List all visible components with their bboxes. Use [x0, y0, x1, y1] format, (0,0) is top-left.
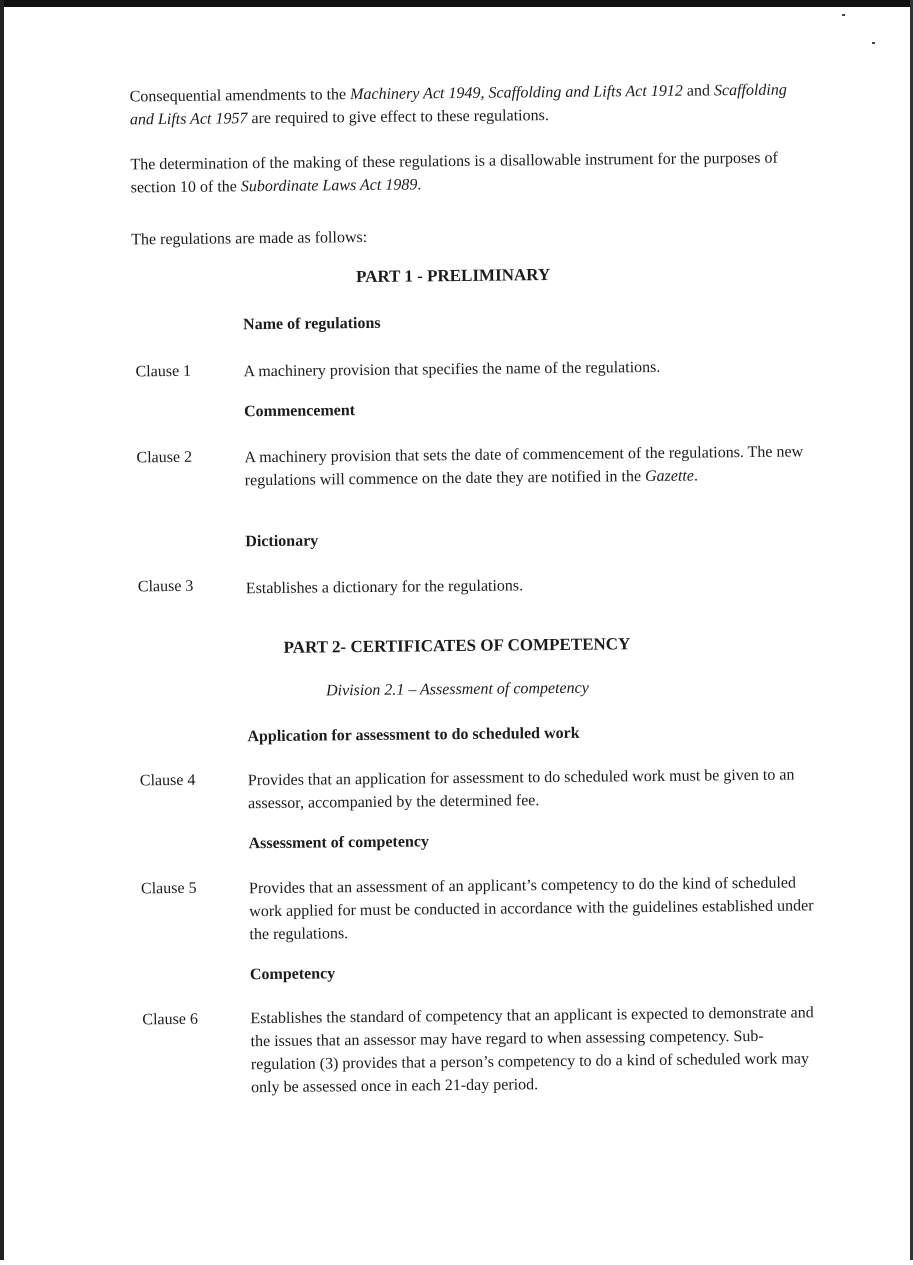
section-heading-name-of-regulations: Name of regulations: [243, 314, 381, 334]
clause-6-text: Establishes the standard of competency that an applicant is expected to demonstrate and the issues that an assessor may have regard to when assessing competency. Sub-regulation (3) provides that a person’s competency to do a kind of scheduled work may only be assessed once in each 21-day period.: [250, 1004, 814, 1097]
section-heading-commencement: Commencement: [243, 402, 356, 421]
clause-5-label: Clause 5: [140, 879, 197, 898]
section-heading-dictionary: Dictionary: [245, 532, 319, 551]
clause-3-label: Clause 3: [137, 577, 194, 596]
clause-3-text: Establishes a dictionary for the regulations.: [245, 577, 524, 598]
intro-paragraph-2: The determination of the making of these regulations is a disallowable instrument for the purposes of section 10 of the Subordinate Laws Act 1989.: [130, 149, 778, 197]
clause-5-text: Provides that an assessment of an applicant’s competency to do the kind of scheduled work applied for must be conducted in accordance with the guidelines established under the regulations.: [248, 874, 814, 944]
section-heading-competency: Competency: [249, 965, 336, 984]
section-heading-application-for-assessment: Application for assessment to do scheduled work: [247, 724, 580, 746]
clause-4-text: Provides that an application for assessment to do scheduled work must be given to an assessor, accompanied by the determined fee.: [247, 766, 795, 813]
clause-4-label: Clause 4: [139, 771, 196, 790]
clause-2-text: A machinery provision that sets the date of commencement of the regulations. The new regulations will commence on the date they are notified in the Gazette.: [244, 443, 804, 490]
part-1-title: PART 1 - PRELIMINARY: [355, 265, 551, 287]
part-2-title: PART 2- CERTIFICATES OF COMPETENCY: [283, 634, 631, 657]
division-2-1-title: Division 2.1 – Assessment of competency: [325, 679, 589, 700]
intro-paragraph-3: The regulations are made as follows:: [131, 228, 368, 249]
section-heading-assessment-of-competency: Assessment of competency: [248, 833, 430, 853]
clause-1-text: A machinery provision that specifies the name of the regulations.: [243, 358, 661, 381]
clause-1-label: Clause 1: [135, 362, 192, 381]
clause-2-label: Clause 2: [136, 448, 193, 467]
clause-6-label: Clause 6: [142, 1010, 199, 1029]
intro-paragraph-1: Consequential amendments to the Machinery Act 1949, Scaffolding and Lifts Act 1912 and Scaffolding and Lifts Act 1957 are required to give effect to these regulations.: [129, 81, 787, 129]
